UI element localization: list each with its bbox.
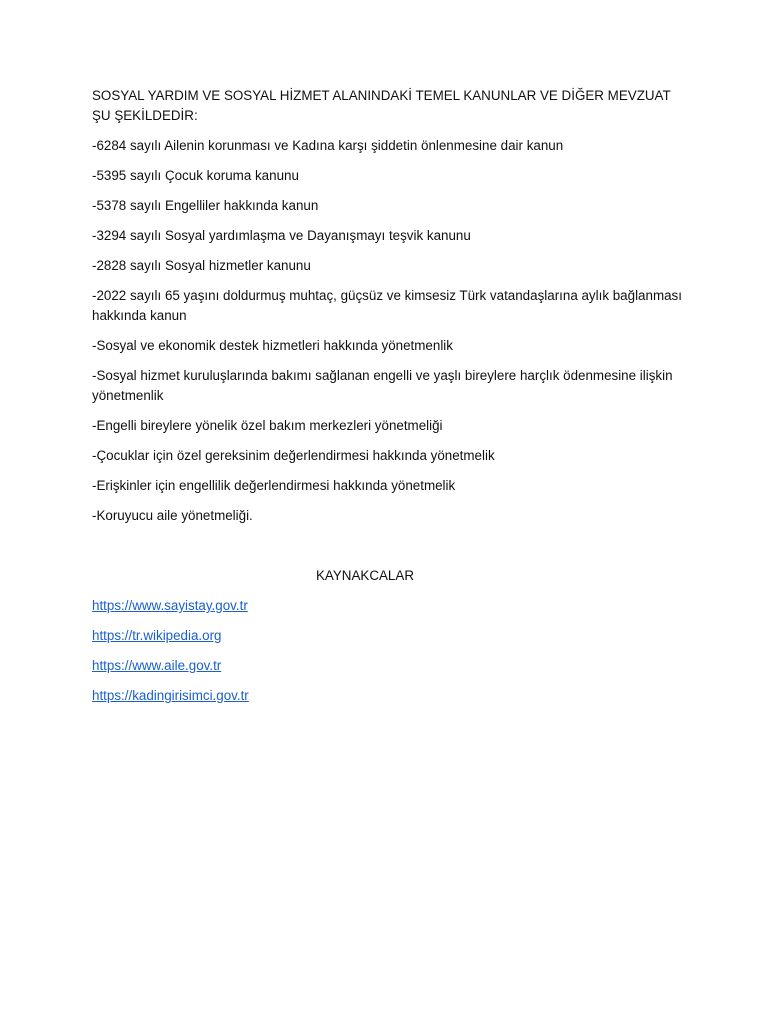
list-item: -2022 sayılı 65 yaşını doldurmuş muhtaç, güçsüz ve kimsesiz Türk vatandaşlarına aylık bağlanması hakkında kanun <box>92 288 682 323</box>
document-heading: SOSYAL YARDIM VE SOSYAL HİZMET ALANINDAKİ TEMEL KANUNLAR VE DİĞER MEVZUAT ŞU ŞEKİLDEDİR: <box>92 88 671 123</box>
list-item: -Erişkinler için engellilik değerlendirmesi hakkında yönetmelik <box>92 478 456 493</box>
list-item: -5395 sayılı Çocuk koruma kanunu <box>92 168 299 183</box>
source-link-kadingirisimci[interactable]: https://kadingirisimci.gov.tr <box>92 688 249 703</box>
document-body <box>92 86 682 716</box>
list-item: -3294 sayılı Sosyal yardımlaşma ve Dayanışmayı teşvik kanunu <box>92 228 471 243</box>
source-link-aile[interactable]: https://www.aile.gov.tr <box>92 658 222 673</box>
list-item: -Koruyucu aile yönetmeliği. <box>92 508 253 523</box>
list-item: -Çocuklar için özel gereksinim değerlendirmesi hakkında yönetmelik <box>92 448 495 463</box>
list-item: -6284 sayılı Ailenin korunması ve Kadına karşı şiddetin önlenmesine dair kanun <box>92 138 564 153</box>
section-spacer <box>92 536 682 566</box>
list-item: -Sosyal ve ekonomik destek hizmetleri hakkında yönetmenlik <box>92 338 453 353</box>
source-link-wikipedia[interactable]: https://tr.wikipedia.org <box>92 628 222 643</box>
source-link-sayistay[interactable]: https://www.sayistay.gov.tr <box>92 598 248 613</box>
list-item: -Engelli bireylere yönelik özel bakım merkezleri yönetmeliği <box>92 418 443 433</box>
sources-title: KAYNAKCALAR <box>316 568 414 583</box>
list-item: -5378 sayılı Engelliler hakkında kanun <box>92 198 319 213</box>
list-item: -Sosyal hizmet kuruluşlarında bakımı sağlanan engelli ve yaşlı bireylere harçlık ödenmesine ilişkin yönetmenlik <box>92 368 673 403</box>
list-item: -2828 sayılı Sosyal hizmetler kanunu <box>92 258 311 273</box>
